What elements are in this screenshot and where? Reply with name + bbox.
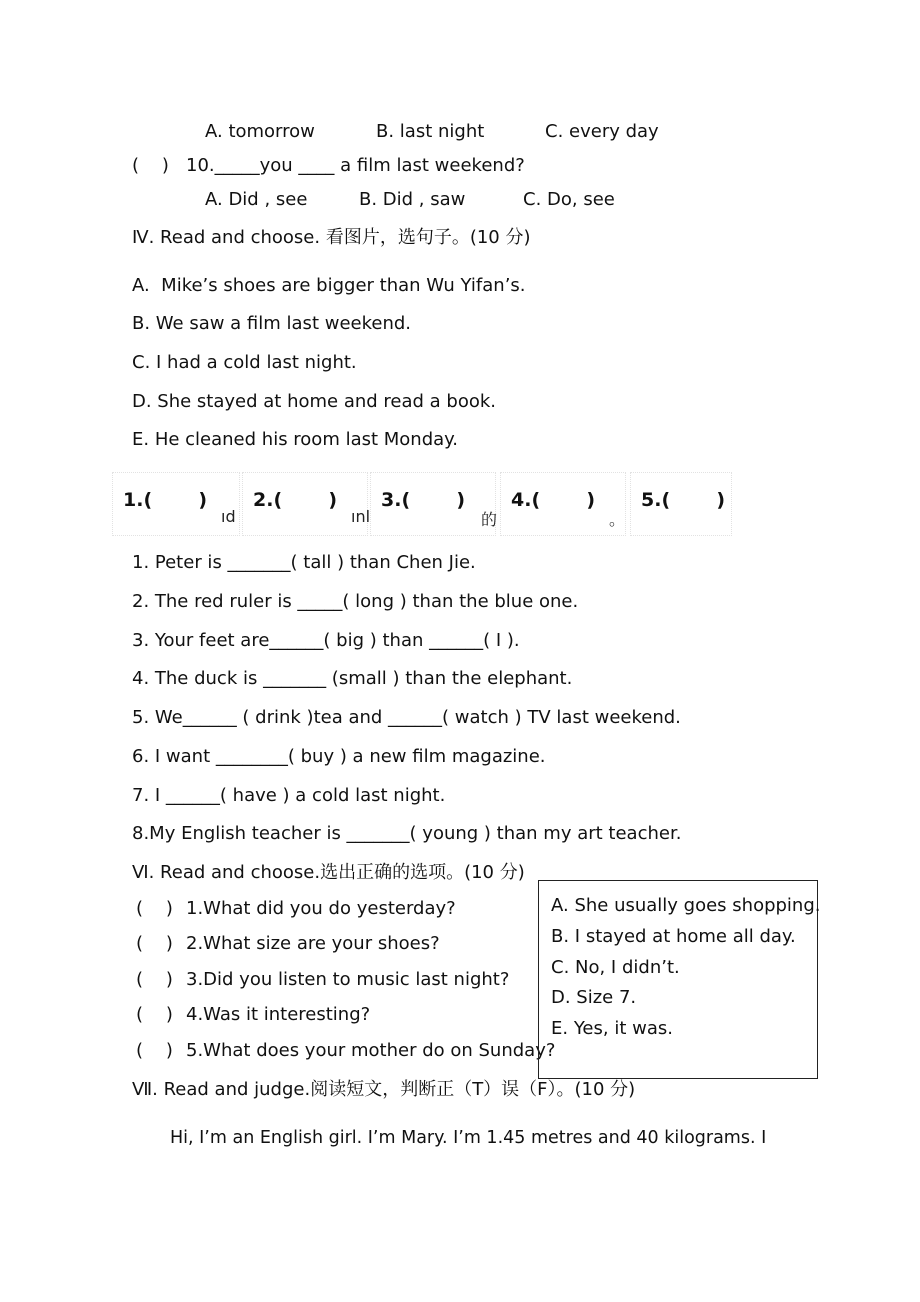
picture-3-caption-fragment: 的 — [481, 510, 498, 529]
section4-option-d: D. She stayed at home and read a book. — [132, 391, 497, 412]
picture-4-label: 4.( ) — [511, 489, 596, 511]
section4-option-a: A. Mike’s shoes are bigger than Wu Yifan’s. — [132, 275, 526, 296]
answer-a: A. She usually goes shopping. — [551, 895, 821, 916]
section6-q5: 5.What does your mother do on Sunday? — [186, 1040, 556, 1061]
section5-item-3: 3. Your feet are______( big ) than ______( I ). — [132, 630, 520, 651]
picture-1-label: 1.( ) — [123, 489, 208, 511]
picture-1 — [112, 472, 240, 536]
section6-q2-paren: ( ) — [136, 933, 173, 954]
section7-passage-line-1: Hi, I’m an English girl. I’m Mary. I’m 1.45 metres and 40 kilograms. I — [170, 1128, 767, 1148]
answer-box — [538, 880, 821, 1079]
section6-q3: 3.Did you listen to music last night? — [186, 969, 510, 990]
section5-item-6: 6. I want ________( buy ) a new film magazine. — [132, 746, 546, 767]
section6-q4: 4.Was it interesting? — [186, 1004, 371, 1025]
section5-item-8: 8.My English teacher is _______( young ) than my art teacher. — [132, 823, 682, 844]
section4-option-e: E. He cleaned his room last Monday. — [132, 429, 458, 450]
q10-option-b: B. Did , saw — [359, 189, 466, 210]
picture-4-caption-fragment: 。 — [609, 510, 626, 529]
picture-2-label: 2.( ) — [253, 489, 338, 511]
section5-item-2: 2. The red ruler is _____( long ) than the blue one. — [132, 591, 579, 612]
picture-5-label: 5.( ) — [641, 489, 726, 511]
picture-1-caption-fragment: ıd — [221, 507, 236, 526]
answer-e: E. Yes, it was. — [551, 1018, 673, 1039]
section6-q1-paren: ( ) — [136, 898, 173, 919]
section5-item-5: 5. We______ ( drink )tea and ______( watch ) TV last weekend. — [132, 707, 681, 728]
answer-b: B. I stayed at home all day. — [551, 926, 796, 947]
section6-q5-paren: ( ) — [136, 1040, 173, 1061]
picture-2-caption-fragment: ınl — [351, 507, 371, 526]
section6-q1: 1.What did you do yesterday? — [186, 898, 456, 919]
picture-row — [112, 472, 732, 534]
section6-title: Ⅵ. Read and choose.选出正确的选项。(10 分) — [132, 862, 525, 883]
section6-q2: 2.What size are your shoes? — [186, 933, 440, 954]
q10-question: 10._____you ____ a film last weekend? — [186, 155, 525, 176]
answer-c: C. No, I didn’t. — [551, 957, 680, 978]
q10-answer-paren: ( ) — [132, 155, 169, 176]
picture-5 — [630, 472, 732, 536]
section6-q4-paren: ( ) — [136, 1004, 173, 1025]
section4-title: Ⅳ. Read and choose. 看图片，选句子。(10 分) — [132, 227, 531, 248]
q10-option-a: A. Did , see — [205, 189, 308, 210]
section5-item-7: 7. I ______( have ) a cold last night. — [132, 785, 446, 806]
answer-d: D. Size 7. — [551, 987, 637, 1008]
picture-3 — [370, 472, 496, 536]
q10-option-c: C. Do, see — [523, 189, 615, 210]
q9-option-c: C. every day — [545, 121, 659, 142]
section7-title: Ⅶ. Read and judge.阅读短文，判断正（T）误（F）。(10 分) — [132, 1079, 636, 1100]
picture-2 — [242, 472, 371, 536]
picture-4 — [500, 472, 626, 536]
section5-item-4: 4. The duck is _______ (small ) than the elephant. — [132, 668, 573, 689]
picture-3-label: 3.( ) — [381, 489, 466, 511]
section5-item-1: 1. Peter is _______( tall ) than Chen Jie. — [132, 552, 476, 573]
q9-option-a: A. tomorrow — [205, 121, 315, 142]
q9-option-b: B. last night — [376, 121, 485, 142]
section4-option-b: B. We saw a film last weekend. — [132, 313, 411, 334]
section4-option-c: C. I had a cold last night. — [132, 352, 357, 373]
section6-q3-paren: ( ) — [136, 969, 173, 990]
